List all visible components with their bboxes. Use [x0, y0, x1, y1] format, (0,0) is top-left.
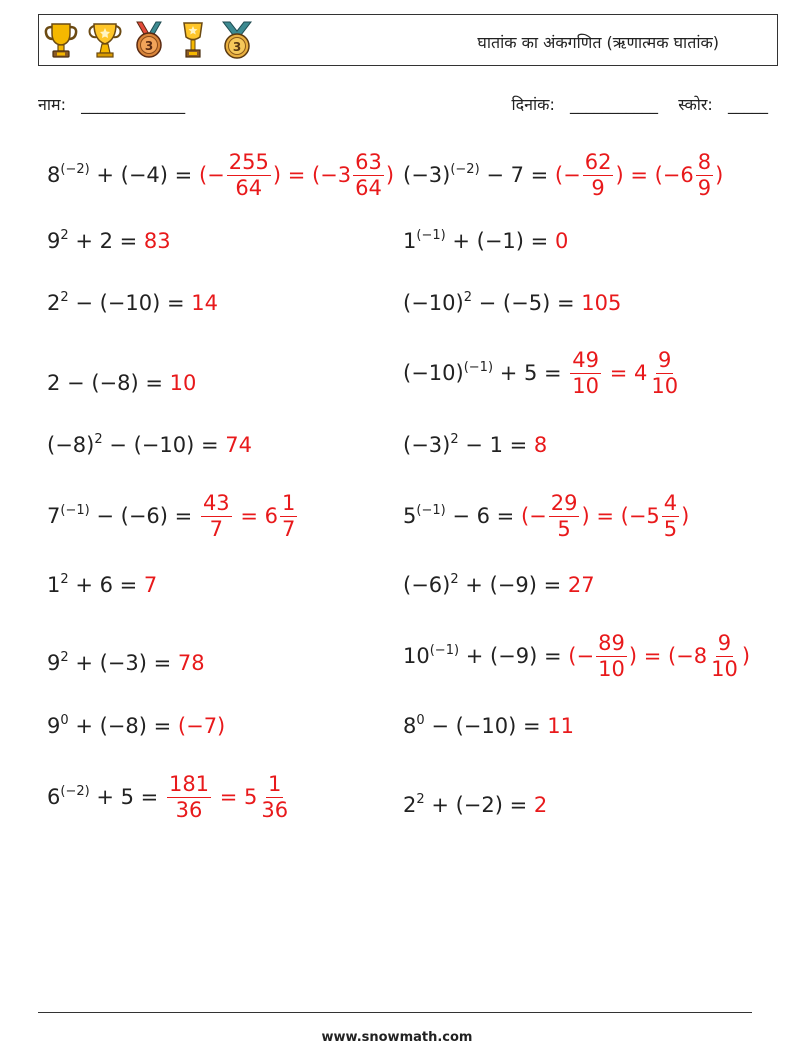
- name-field: [38, 93, 185, 115]
- footer-url[interactable]: www.snowmath.com: [321, 1030, 473, 1045]
- exponent: 0: [60, 713, 69, 728]
- exponent: (−2): [450, 162, 480, 177]
- base: (−6): [403, 573, 451, 597]
- problem-l9: [47, 713, 226, 738]
- base: 10: [403, 644, 430, 668]
- denominator: 36: [261, 798, 289, 822]
- problem-r5: [403, 432, 548, 457]
- numerator: 9: [717, 631, 732, 655]
- exponent: (−1): [416, 503, 446, 518]
- answer: [165, 774, 292, 821]
- exponent: (−2): [60, 784, 90, 799]
- answer-mixed-whole: ) = (−8: [628, 644, 708, 668]
- expression: + 5 =: [493, 361, 569, 385]
- answer-mixed-whole: ) = (−5: [581, 504, 660, 528]
- numerator: 4: [663, 491, 678, 515]
- bronze-medal-icon: [131, 20, 167, 60]
- problem-l8: [47, 650, 205, 675]
- expression: − (−5) =: [471, 291, 582, 315]
- base: 2: [47, 291, 61, 315]
- bronze-medal-ribbon-icon: [219, 20, 255, 60]
- expression: − (−8) =: [60, 371, 170, 395]
- answer-mixed-fraction: [280, 493, 297, 540]
- answer: 83: [143, 229, 171, 253]
- answer-mixed-fraction: [696, 152, 713, 199]
- expression: + (−4) =: [89, 163, 199, 187]
- expression: + 2 =: [68, 229, 144, 253]
- answer-fraction: [167, 774, 211, 821]
- base: 8: [403, 714, 417, 738]
- answer-fraction: [227, 152, 271, 199]
- answer-close: ): [715, 163, 724, 187]
- date-label: दिनांक:: [511, 95, 555, 114]
- exponent: (−1): [416, 228, 446, 243]
- answer-mixed-whole: ) = (−3: [272, 163, 352, 187]
- answer-open: (−: [198, 163, 225, 187]
- score-label: स्कोर:: [678, 95, 713, 114]
- expression: + 6 =: [68, 573, 144, 597]
- problem-l4: [47, 373, 196, 394]
- answer-close: ): [385, 163, 395, 187]
- base: 8: [47, 163, 61, 187]
- problem-l2: [47, 228, 171, 253]
- problem-r8: [403, 633, 750, 680]
- answer-mixed-whole: ) = (−6: [615, 163, 694, 187]
- denominator: 7: [281, 517, 296, 541]
- date-score-fields: [512, 93, 769, 115]
- problem-l1: [47, 152, 394, 199]
- problem-l3: [47, 290, 218, 315]
- answer-mixed-fraction: [353, 152, 384, 199]
- gold-trophy-icon: [43, 20, 79, 60]
- answer-fraction: [583, 152, 614, 199]
- denominator: 64: [355, 176, 382, 200]
- base: 6: [47, 785, 61, 809]
- exponent: 0: [416, 713, 425, 728]
- problem-r2: [403, 228, 569, 253]
- expression: + 5 =: [89, 785, 165, 809]
- answer: 2: [533, 793, 548, 817]
- date-blank[interactable]: ___________: [570, 95, 659, 114]
- answer: 7: [143, 573, 158, 597]
- exponent: 2: [60, 572, 69, 587]
- exponent: (−1): [60, 503, 90, 518]
- answer: [568, 350, 682, 397]
- answer-fraction: [201, 493, 232, 540]
- gold-cup-icon: [87, 20, 123, 60]
- problem-r6: [403, 493, 689, 540]
- score-blank[interactable]: _____: [728, 95, 768, 114]
- denominator: 9: [697, 176, 712, 200]
- trophy-row: [43, 20, 255, 60]
- expression: + (−1) =: [445, 229, 555, 253]
- expression: − 6 =: [445, 504, 521, 528]
- exponent: 2: [60, 228, 69, 243]
- denominator: 5: [663, 517, 678, 541]
- answer-fraction: [549, 493, 580, 540]
- answer-open: (−: [520, 504, 547, 528]
- exponent: (−1): [463, 360, 494, 375]
- denominator: 5: [557, 517, 571, 541]
- expression: + (−9) =: [459, 644, 569, 668]
- worksheet-title: घातांक का अंकगणित (ऋणात्मक घातांक): [477, 33, 719, 52]
- expression: − 7 =: [479, 163, 555, 187]
- answer: [555, 152, 723, 199]
- denominator: 9: [591, 176, 605, 200]
- problem-l7: [47, 572, 158, 597]
- expression: − (−10) =: [102, 433, 226, 457]
- expression: − (−6) =: [89, 504, 199, 528]
- numerator: 255: [228, 150, 269, 174]
- answer: [521, 493, 689, 540]
- expression: + (−8) =: [68, 714, 178, 738]
- base: 5: [403, 504, 417, 528]
- denominator: 10: [711, 657, 738, 681]
- numerator: 29: [550, 491, 578, 515]
- exponent: 2: [60, 650, 69, 665]
- expression: + (−2) =: [424, 793, 534, 817]
- denominator: 36: [175, 798, 203, 822]
- answer-mixed-fraction: [259, 774, 290, 821]
- answer-close: ): [741, 644, 751, 668]
- answer: [568, 633, 750, 680]
- svg-text:3: 3: [232, 40, 242, 54]
- header-box: [38, 14, 778, 66]
- numerator: 49: [572, 348, 600, 372]
- answer-fraction: [596, 633, 627, 680]
- answer: 78: [177, 651, 205, 675]
- exponent: (−2): [60, 162, 90, 177]
- answer-mixed-whole: = 5: [213, 785, 258, 809]
- denominator: 10: [651, 374, 679, 398]
- svg-text:3: 3: [144, 39, 154, 53]
- problem-r3: [403, 290, 622, 315]
- base: 9: [47, 651, 61, 675]
- numerator: 43: [202, 491, 230, 515]
- problem-l10: [47, 774, 292, 821]
- answer-fraction: [570, 350, 601, 397]
- exponent: 2: [450, 432, 459, 447]
- base: 1: [403, 229, 417, 253]
- denominator: 10: [598, 657, 625, 681]
- gold-trophy-small-icon: [175, 20, 211, 60]
- numerator: 62: [584, 150, 612, 174]
- name-blank[interactable]: _____________: [81, 95, 186, 114]
- answer-mixed-whole: = 6: [233, 504, 278, 528]
- answer: 105: [581, 291, 622, 315]
- numerator: 89: [598, 631, 625, 655]
- numerator: 181: [168, 772, 210, 796]
- expression: − (−10) =: [424, 714, 548, 738]
- base: 7: [47, 504, 61, 528]
- answer: [199, 152, 394, 199]
- answer-mixed-fraction: [649, 350, 680, 397]
- numerator: 8: [697, 150, 712, 174]
- answer: 74: [225, 433, 252, 457]
- exponent: 2: [60, 290, 69, 305]
- problem-r1: [403, 152, 723, 199]
- problem-r4: [403, 350, 682, 397]
- base: (−10): [403, 361, 464, 385]
- base: 1: [47, 573, 61, 597]
- problem-r10: [403, 792, 548, 817]
- numerator: 63: [355, 150, 382, 174]
- problem-r7: [403, 572, 595, 597]
- expression: + (−3) =: [68, 651, 178, 675]
- denominator: 64: [235, 176, 263, 200]
- answer: 8: [533, 433, 548, 457]
- answer-open: (−: [568, 644, 595, 668]
- denominator: 10: [572, 374, 600, 398]
- exponent: (−1): [429, 643, 460, 658]
- problem-r9: [403, 713, 574, 738]
- base: 9: [47, 229, 61, 253]
- answer: 10: [169, 371, 197, 395]
- footer-divider: [38, 1012, 752, 1013]
- answer: (−7): [177, 714, 226, 738]
- answer: 11: [547, 714, 574, 738]
- base: (−10): [403, 291, 464, 315]
- answer-mixed-fraction: [709, 633, 740, 680]
- answer: 0: [554, 229, 569, 253]
- base: (−3): [403, 163, 451, 187]
- denominator: 7: [209, 517, 223, 541]
- answer-mixed-fraction: [662, 493, 679, 540]
- numerator: 1: [281, 491, 296, 515]
- expression: − 1 =: [458, 433, 534, 457]
- exponent: 2: [450, 572, 459, 587]
- base: 9: [47, 714, 61, 738]
- answer: [199, 493, 299, 540]
- base: (−8): [47, 433, 95, 457]
- answer: 14: [191, 291, 218, 315]
- expression: − (−10) =: [68, 291, 192, 315]
- expression: + (−9) =: [458, 573, 568, 597]
- base: 2: [47, 371, 61, 395]
- numerator: 9: [658, 348, 672, 372]
- answer-mixed-whole: = 4: [603, 361, 648, 385]
- answer-open: (−: [554, 163, 581, 187]
- exponent: 2: [463, 290, 472, 305]
- answer-close: ): [681, 504, 690, 528]
- exponent: 2: [94, 432, 103, 447]
- name-label: नाम:: [38, 95, 66, 114]
- exponent: 2: [416, 792, 425, 807]
- problem-l6: [47, 493, 299, 540]
- base: 2: [403, 793, 417, 817]
- problem-l5: [47, 432, 252, 457]
- base: (−3): [403, 433, 451, 457]
- answer: 27: [567, 573, 595, 597]
- numerator: 1: [268, 772, 282, 796]
